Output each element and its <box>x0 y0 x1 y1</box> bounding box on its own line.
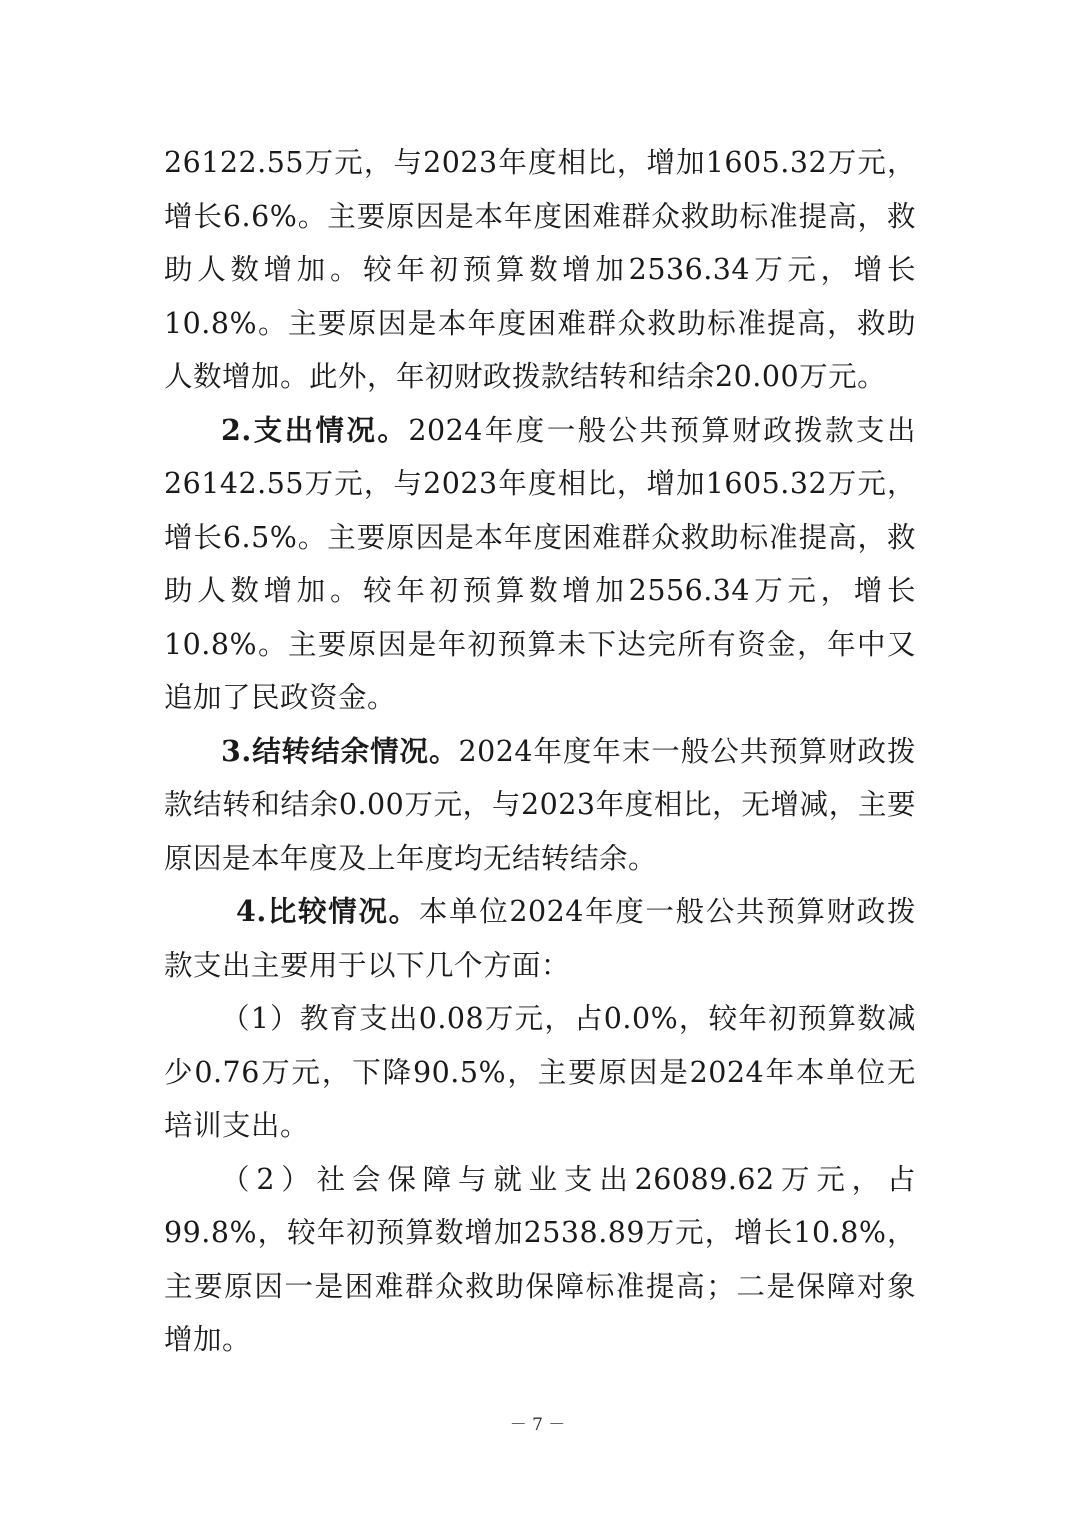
paragraph-education-expense <box>164 992 916 1153</box>
paragraph-carryover <box>164 725 916 886</box>
document-body <box>164 136 916 1367</box>
section-heading-carryover: 3.结转结余情况。 <box>221 733 459 768</box>
paragraph-text: 本单位2024年度一般公共预算财政拨款支出主要用于以下几个方面： <box>164 895 916 982</box>
paragraph-income-continued <box>164 136 916 404</box>
section-heading-expenditure: 2.支出情况。 <box>221 412 409 447</box>
paragraph-text: 2024年度一般公共预算财政拨款支出26142.55万元，与2023年度相比，增加1605.32万元，增长6.5%。主要原因是本年度困难群众救助标准提高，救助人数增加。较年初预算数增加2556.34万元，增长10.8%。主要原因是年初预算未下达完所有资金，年中又追加了民政资金。 <box>164 413 916 714</box>
paragraph-text: 2024年度年末一般公共预算财政拨款结转和结余0.00万元，与2023年度相比，无增减，主要原因是本年度及上年度均无结转结余。 <box>164 734 916 875</box>
paragraph-comparison <box>164 885 916 992</box>
paragraph-text: 26122.55万元，与2023年度相比，增加1605.32万元，增长6.6%。主要原因是本年度困难群众救助标准提高，救助人数增加。较年初预算数增加2536.34万元，增长10.8%。主要原因是本年度困难群众救助标准提高，救助人数增加。此外，年初财政拨款结转和结余20.00万元。 <box>164 146 916 393</box>
section-heading-comparison: 4.比较情况。 <box>236 894 419 928</box>
paragraph-expenditure <box>164 404 916 725</box>
paragraph-social-security-expense <box>164 1153 916 1367</box>
paragraph-text: （2）社会保障与就业支出26089.62万元，占99.8%，较年初预算数增加2538.89万元，增长10.8%，主要原因一是困难群众救助保障标准提高；二是保障对象增加。 <box>164 1162 916 1356</box>
paragraph-text: （1）教育支出0.08万元，占0.0%，较年初预算数减少0.76万元，下降90.5%，主要原因是2024年本单位无培训支出。 <box>164 1002 916 1142</box>
page-number: － 7 － <box>509 1415 566 1435</box>
